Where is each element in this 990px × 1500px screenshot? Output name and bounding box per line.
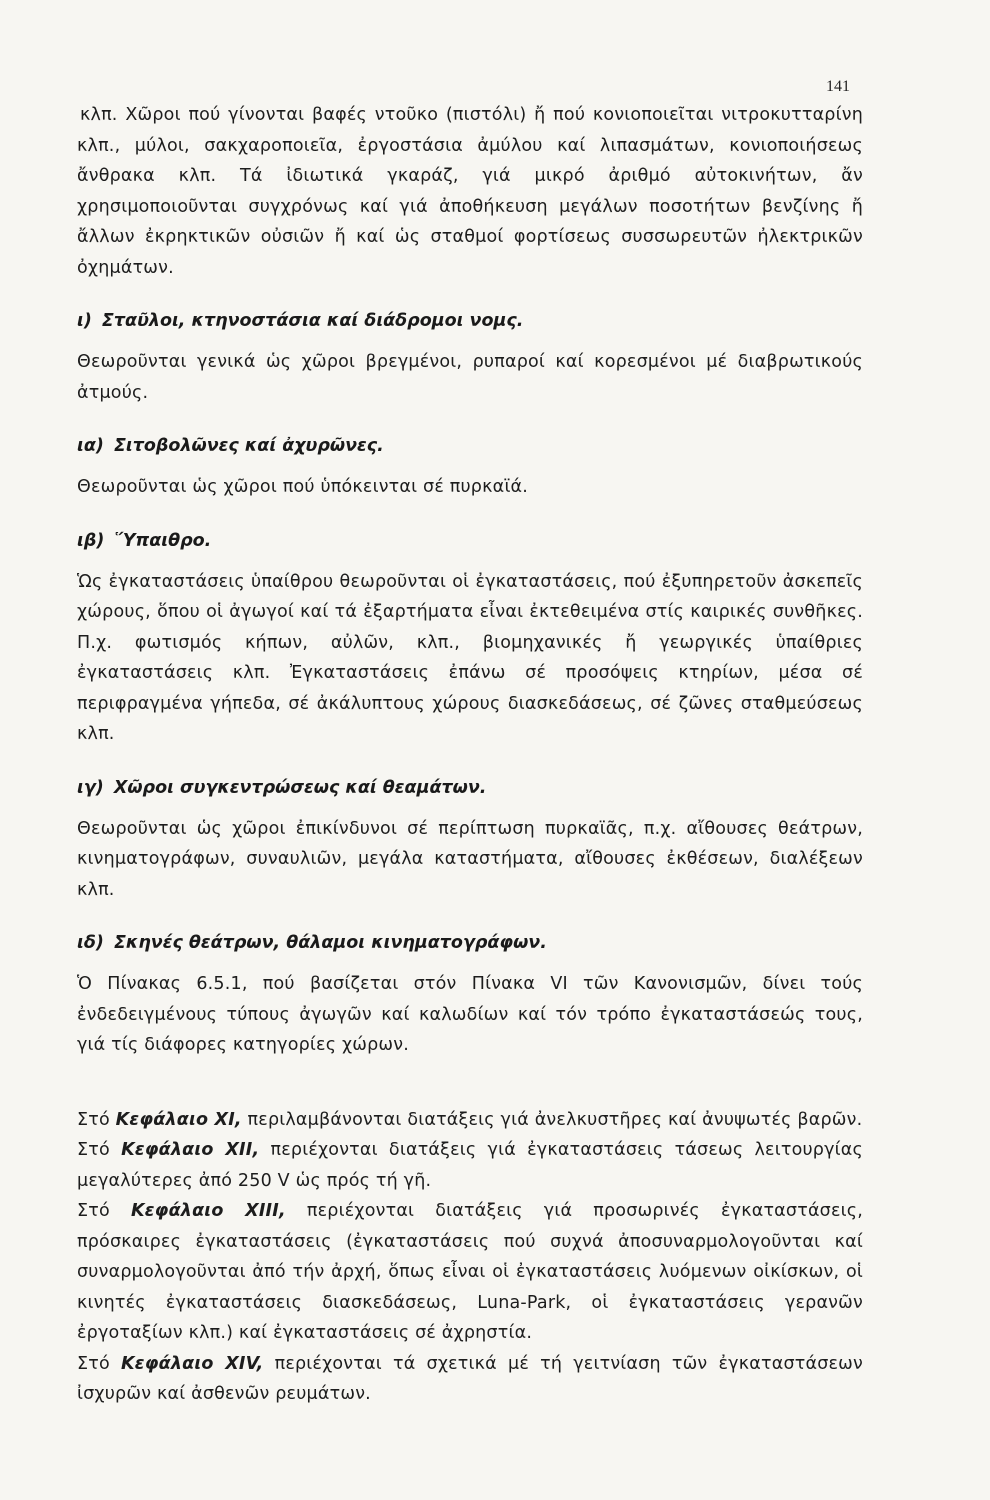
section-heading <box>77 307 863 335</box>
chapter-paragraph <box>77 1135 863 1196</box>
chapter-reference: Κεφάλαιο XI, <box>115 1109 242 1130</box>
section-title: Σκηνές θεάτρων, θάλαμοι κινηματογράφων. <box>113 933 547 953</box>
section-body: Θεωροῦνται γενικά ὡς χῶροι βρεγμένοι, ρυπαροί καί κορεσμένοι μέ διαβρωτικούς ἀτμούς. <box>77 352 863 403</box>
section-iota-alpha <box>77 432 863 503</box>
section-number: ιδ) <box>77 933 104 953</box>
chapter-text: περιλαμβάνονται διατάξεις γιά ἀνελκυστῆρες καί ἀνυψωτές βαρῶν. <box>241 1109 863 1130</box>
section-number: ια) <box>77 436 104 456</box>
section-title: Χῶροι συγκεντρώσεως καί θεαμάτων. <box>113 777 487 798</box>
chapter-reference: Κεφάλαιο XII, <box>121 1140 260 1160</box>
section-iota-beta <box>77 527 863 750</box>
chapter-summaries <box>77 1105 863 1410</box>
chapter-reference: Κεφάλαιο XIV, <box>121 1353 264 1374</box>
section-iota-delta <box>77 929 863 1061</box>
chapter-text: περιέχονται τά σχετικά μέ τή γειτνίαση τῶν ἐγκαταστάσεων ἰσχυρῶν καί ἀσθενῶν ρευμάτων. <box>77 1353 863 1404</box>
page-body <box>77 100 863 1410</box>
chapter-prefix: Στό <box>77 1109 116 1130</box>
page-number: 141 <box>826 78 850 95</box>
section-body: Ὁ Πίνακας 6.5.1, πού βασίζεται στόν Πίνακα VI τῶν Κανονισμῶν, δίνει τούς ἐνδεδειγμένους τύπους ἀγωγῶν καί καλωδίων καί τόν τρόπο ἐγκαταστάσεώς τους, γιά τίς διάφορες κατηγορίες χώρων. <box>77 974 863 1055</box>
section-heading <box>77 527 863 555</box>
section-number: ιγ) <box>77 777 104 798</box>
section-heading <box>77 774 863 802</box>
chapter-prefix: Στό <box>77 1353 122 1374</box>
chapter-prefix: Στό <box>77 1140 122 1160</box>
spacer <box>77 1061 863 1105</box>
chapter-paragraph <box>77 1349 863 1410</box>
chapter-paragraph <box>77 1105 863 1136</box>
section-title: Σιτοβολῶνες καί ἀχυρῶνες. <box>113 436 384 456</box>
section-heading <box>77 432 863 460</box>
chapter-prefix: Στό <box>77 1201 131 1221</box>
section-iota <box>77 307 863 408</box>
chapter-text: περιέχονται διατάξεις γιά προσωρινές ἐγκαταστάσεις, πρόσκαιρες ἐγκαταστάσεις (ἐγκαταστάσεις πού συχνά ἀποσυναρμολογοῦνται καί συναρμολογοῦνται ἀπό τήν ἀρχή, ὅπως εἶναι οἱ ἐγκαταστάσεις λυόμενων οἰκίσκων, οἱ κινητές ἐγκαταστάσεις διασκεδάσεως, Luna-Park, οἱ ἐγκαταστάσεις γερανῶν ἐργοταξίων κλπ.) καί ἐγκαταστάσεις σέ ἀχρηστία. <box>77 1201 863 1343</box>
intro-paragraph: κλπ. Χῶροι πού γίνονται βαφές ντοῦκο (πιστόλι) ἤ πού κονιοποιεῖται νιτροκυτταρίνη κλπ., μύλοι, σακχαροποιεῖα, ἐργοστάσια ἀμύλου καί λιπασμάτων, κονιοποιήσεως ἄνθρακα κλπ. Τά ἰδιωτικά γκαράζ, γιά μικρό ἀριθμό αὐτοκινήτων, ἄν χρησιμοποιοῦνται συγχρόνως καί γιά ἀποθήκευση μεγάλων ποσοτήτων βενζίνης ἤ ἄλλων ἐκρηκτικῶν οὐσιῶν ἤ καί ὡς σταθμοί φορτίσεως συσσωρευτῶν ἠλεκτρικῶν ὀχημάτων. <box>77 105 863 278</box>
chapter-text: περιέχονται διατάξεις γιά ἐγκαταστάσεις τάσεως λειτουργίας μεγαλύτερες ἀπό 250 V ὡς πρός τή γῆ. <box>77 1140 863 1191</box>
chapter-reference: Κεφάλαιο XIII, <box>130 1201 286 1221</box>
section-body: Ὡς ἐγκαταστάσεις ὑπαίθρου θεωροῦνται οἱ ἐγκαταστάσεις, πού ἐξυπηρετοῦν ἀσκεπεῖς χώρους, ὅπου οἱ ἀγωγοί καί τά ἐξαρτήματα εἶναι ἐκτεθειμένα στίς καιρικές συνθῆκες. Π.χ. φωτισμός κήπων, αὐλῶν, κλπ., βιομηχανικές ἤ γεωργικές ὑπαίθριες ἐγκαταστάσεις κλπ. Ἐγκαταστάσεις ἐπάνω σέ προσόψεις κτηρίων, μέσα σέ περιφραγμένα γήπεδα, σέ ἀκάλυπτους χώρους διασκεδάσεως, σέ ζῶνες σταθμεύσεως κλπ. <box>77 571 863 744</box>
section-number: ιβ) <box>77 530 105 551</box>
chapter-paragraph <box>77 1196 863 1349</box>
section-heading <box>77 929 863 957</box>
section-title: Ὕπαιθρο. <box>114 530 212 551</box>
section-number: ι) <box>77 311 92 331</box>
section-title: Σταῦλοι, κτηνοστάσια καί διάδρομοι νομς. <box>101 311 524 331</box>
section-body: Θεωροῦνται ὡς χῶροι πού ὑπόκεινται σέ πυρκαϊά. <box>77 477 528 497</box>
section-iota-gamma <box>77 774 863 906</box>
section-body: Θεωροῦνται ὡς χῶροι ἐπικίνδυνοι σέ περίπτωση πυρκαϊᾶς, π.χ. αἴθουσες θεάτρων, κινηματογράφων, συναυλιῶν, μεγάλα καταστήματα, αἴθουσες ἐκθέσεων, διαλέξεων κλπ. <box>77 818 863 900</box>
